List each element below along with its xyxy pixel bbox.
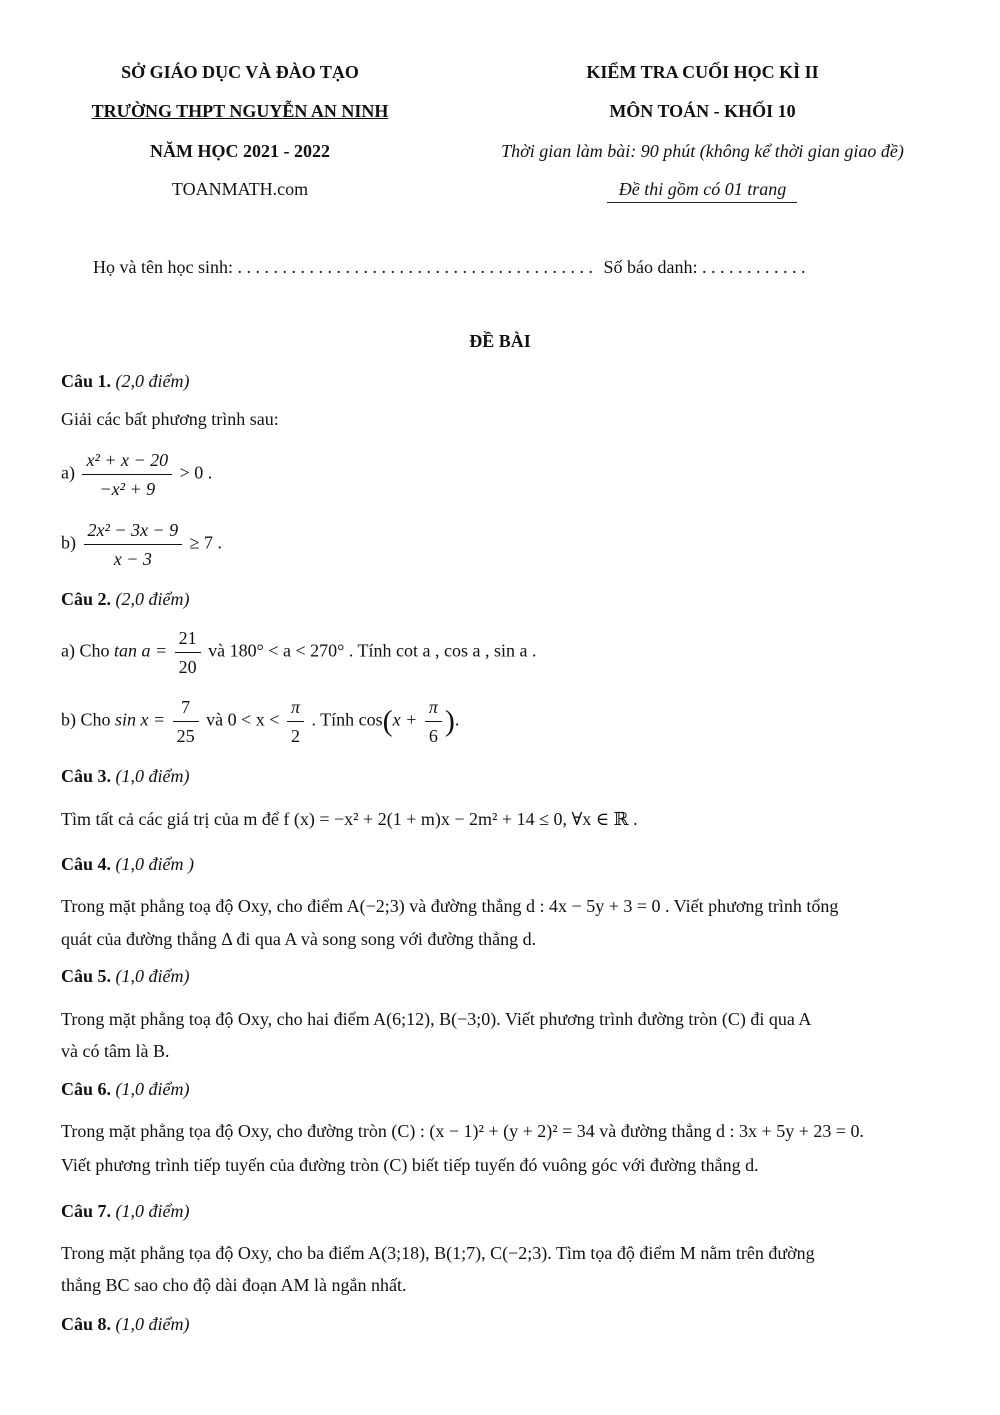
q1a-label: a) (61, 462, 75, 483)
q2a (61, 624, 537, 681)
section-title: ĐỀ BÀI (469, 331, 531, 351)
source-site: TOANMATH.com (171, 179, 309, 199)
q2-heading (61, 589, 190, 610)
q1-intro: Giải các bất phương trình sau: (61, 409, 279, 429)
q2b (61, 693, 459, 750)
q4-points: (1,0 điểm ) (115, 854, 194, 874)
dept-name: SỞ GIÁO DỤC VÀ ĐÀO TẠO (121, 62, 359, 82)
q1b-label: b) (61, 532, 76, 553)
q2b-denominator: 25 (176, 726, 195, 746)
q3-label: Câu 3. (61, 766, 112, 786)
q1b-numerator: 2x² − 3x − 9 (84, 516, 183, 545)
q1a-denominator: −x² + 9 (99, 479, 156, 499)
q4-label: Câu 4. (61, 854, 112, 874)
q2-points: (2,0 điểm) (115, 589, 190, 609)
q5-heading (61, 966, 190, 987)
q6-label: Câu 6. (61, 1079, 112, 1099)
q2b-pi-denominator: 2 (290, 726, 300, 746)
exam-duration: Thời gian làm bài: 90 phút (không kể thời gian giao đề) (501, 141, 904, 161)
q1b-denominator: x − 3 (113, 549, 152, 569)
q2b-range: 0 < x < (227, 709, 280, 730)
q6-line2: Viết phương trình tiếp tuyến của đường tròn (C) biết tiếp tuyến đó vuông góc với đường thẳng d. (61, 1155, 759, 1175)
page-count: Đề thi gồm có 01 trang (618, 179, 787, 199)
q2a-prefix: a) Cho (61, 640, 110, 661)
school-name: TRƯỜNG THPT NGUYỄN AN NINH (91, 101, 389, 121)
q2b-tail-left: . Tính cos (311, 709, 383, 730)
exam-title: KIỂM TRA CUỐI HỌC KÌ II (586, 62, 819, 82)
q2b-pi6-fraction (425, 693, 442, 750)
q2a-mid: và (208, 640, 226, 661)
q1a (61, 446, 212, 503)
q2-label: Câu 2. (61, 589, 112, 609)
q2b-mid: và (206, 709, 224, 730)
q2a-tan: tan a = (114, 640, 168, 661)
q6-points: (1,0 điểm) (115, 1079, 190, 1099)
q2b-pi6-denominator: 6 (428, 726, 438, 746)
q2b-pi-fraction (287, 693, 304, 750)
q7-label: Câu 7. (61, 1201, 112, 1221)
q3-points: (1,0 điểm) (115, 766, 190, 786)
q8-label: Câu 8. (61, 1314, 112, 1334)
student-id-label: Số báo danh: (603, 257, 698, 277)
q3-text: Tìm tất cả các giá trị của m để f (x) = −x² + 2(1 + m)x − 2m² + 14 ≤ 0, ∀x ∈ ℝ . (61, 809, 638, 829)
q1-heading (61, 371, 190, 392)
student-id-dots: . . . . . . . . . . . . (701, 257, 806, 277)
q8-heading (61, 1314, 190, 1335)
q1b (61, 516, 222, 573)
q7-line1: Trong mặt phẳng tọa độ Oxy, cho ba điểm A(3;18), B(1;7), C(−2;3). Tìm tọa độ điểm M nằm trên đường (61, 1243, 815, 1263)
q4-line1: Trong mặt phẳng toạ độ Oxy, cho điểm A(−2;3) và đường thẳng d : 4x − 5y + 3 = 0 . Viết phương trình tổng (61, 896, 839, 916)
q1b-fraction (84, 516, 183, 573)
q2b-close-paren: ) (444, 704, 455, 738)
q5-points: (1,0 điểm) (115, 966, 190, 986)
q5-line1: Trong mặt phẳng toạ độ Oxy, cho hai điểm A(6;12), B(−3;0). Viết phương trình đường tròn (C) đi qua A (61, 1009, 812, 1029)
q6-heading (61, 1079, 190, 1100)
q2b-pi-numerator: π (287, 693, 304, 722)
q1a-fraction (82, 446, 172, 503)
q2b-numerator: 7 (173, 693, 199, 722)
q2a-range: 180° < a < 270° (229, 640, 345, 661)
q2a-numerator: 21 (175, 624, 201, 653)
q4-line2: quát của đường thẳng Δ đi qua A và song song với đường thẳng d. (61, 929, 537, 949)
q2b-open-paren: ( (382, 704, 393, 738)
q2b-x-plus: x + (392, 709, 418, 730)
q2b-tail-right: . (454, 709, 460, 730)
q5-label: Câu 5. (61, 966, 112, 986)
q2a-fraction (175, 624, 201, 681)
page-count-underline (607, 202, 797, 203)
q2b-sin: sin x = (115, 709, 166, 730)
q2b-fraction (173, 693, 199, 750)
q1-points: (2,0 điểm) (115, 371, 190, 391)
q2a-tail: . Tính cot a , cos a , sin a . (348, 640, 537, 661)
student-name-label: Họ và tên học sinh: (93, 257, 233, 277)
student-info-line (93, 257, 805, 278)
q8-points: (1,0 điểm) (115, 1314, 190, 1334)
student-name-dots: . . . . . . . . . . . . . . . . . . . . . . . . . . . . . . . . . . . . . . . . (237, 257, 593, 277)
q1-label: Câu 1. (61, 371, 112, 391)
q2b-prefix: b) Cho (61, 709, 111, 730)
q1a-numerator: x² + x − 20 (82, 446, 172, 475)
exam-subject: MÔN TOÁN - KHỐI 10 (609, 101, 796, 121)
school-year: NĂM HỌC 2021 - 2022 (150, 141, 330, 161)
q7-line2: thẳng BC sao cho độ dài đoạn AM là ngắn nhất. (61, 1275, 407, 1295)
q2b-pi6-numerator: π (425, 693, 442, 722)
q7-points: (1,0 điểm) (115, 1201, 190, 1221)
q2a-denominator: 20 (178, 657, 197, 677)
q1b-rhs: ≥ 7 . (189, 532, 223, 553)
q6-line1: Trong mặt phẳng tọa độ Oxy, cho đường tròn (C) : (x − 1)² + (y + 2)² = 34 và đường thẳng d : 3x + 5y + 23 = 0. (61, 1121, 864, 1141)
q1a-rhs: > 0 . (179, 462, 213, 483)
q3-heading (61, 766, 190, 787)
q5-line2: và có tâm là B. (61, 1041, 170, 1061)
q4-heading (61, 854, 194, 875)
q7-heading (61, 1201, 190, 1222)
